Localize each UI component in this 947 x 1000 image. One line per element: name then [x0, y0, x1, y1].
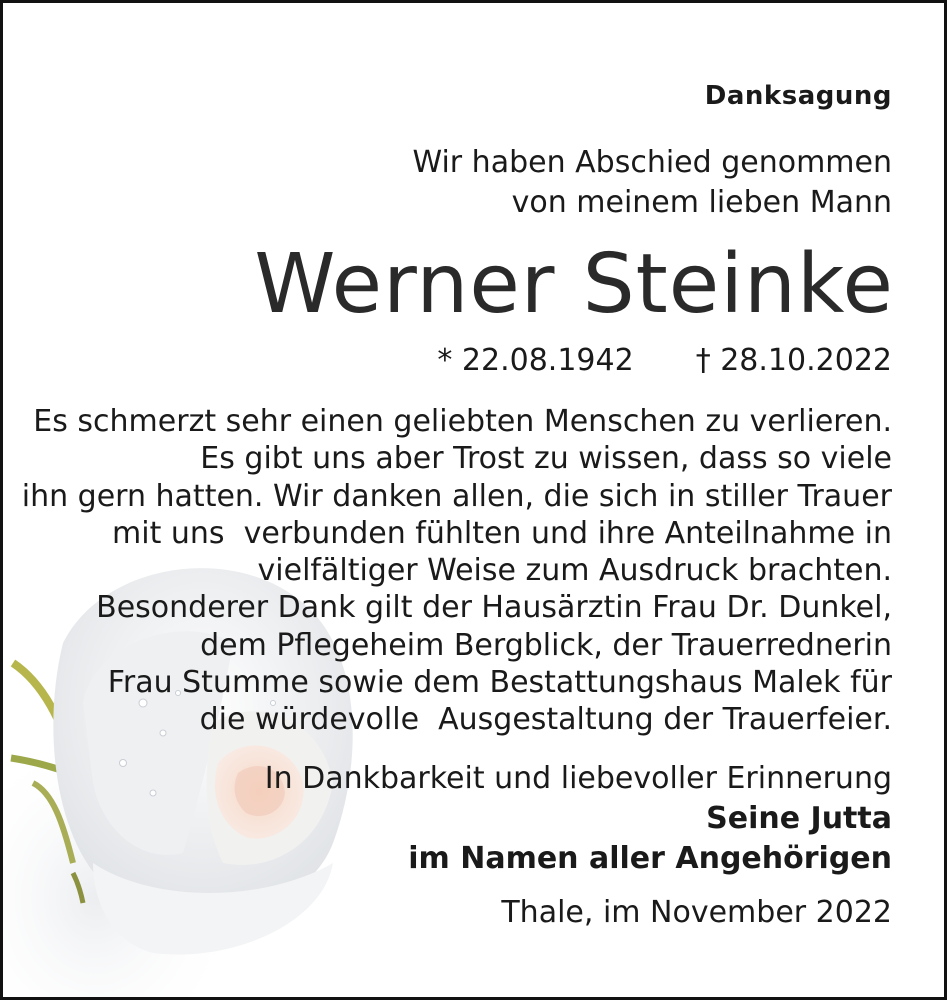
intro-line: Wir haben Abschied genommen — [412, 145, 892, 180]
thanks-line: Es schmerzt sehr einen geliebten Menschen zu verlieren. — [33, 404, 892, 439]
intro-line: von meinem lieben Mann — [511, 185, 892, 220]
signature: Seine Jutta — [706, 801, 892, 836]
thanks-line: vielfältiger Weise zum Ausdruck brachten. — [257, 553, 892, 589]
death-date: † 28.10.2022 — [695, 343, 892, 378]
closing-block — [265, 759, 892, 879]
thanks-line: ihn gern hatten. Wir danken allen, die sich in stiller Trauer — [21, 478, 892, 514]
life-dates — [437, 341, 892, 381]
thanks-line: Besonderer Dank gilt der Hausärztin Frau Dr. Dunkel, — [96, 590, 892, 626]
notice-text — [21, 3, 894, 997]
notice-heading: Danksagung — [704, 81, 892, 111]
thanks-line: Es gibt uns aber Trost zu wissen, dass so viele — [200, 441, 892, 477]
deceased-name: Werner Steinke — [254, 237, 894, 332]
birth-date: * 22.08.1942 — [437, 343, 634, 378]
intro-text — [412, 143, 892, 223]
thanks-line: mit uns verbunden fühlten und ihre Anteilnahme in — [112, 515, 892, 551]
thanks-line: die würdevolle Ausgestaltung der Trauerfeier. — [199, 702, 892, 738]
thanks-line: Frau Stumme sowie dem Bestattungshaus Malek für — [107, 665, 892, 701]
thanks-line: dem Pflegeheim Bergblick, der Trauerrednerin — [200, 627, 892, 663]
signature-subline: im Namen aller Angehörigen — [408, 841, 892, 876]
thanks-text — [22, 403, 892, 739]
place-date: Thale, im November 2022 — [501, 895, 892, 930]
closing-line: In Dankbarkeit und liebevoller Erinnerung — [264, 761, 892, 796]
